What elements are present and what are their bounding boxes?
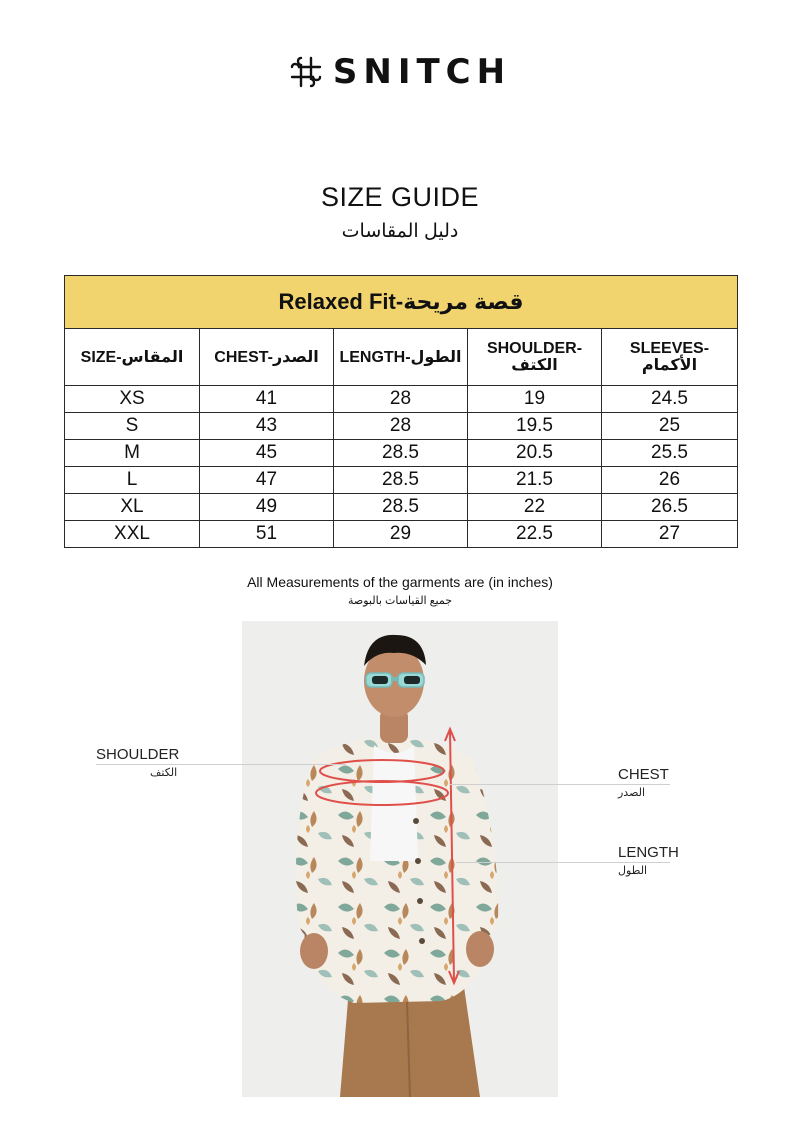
shoulder-cell: 22.5 [468, 521, 602, 548]
page-title: SIZE GUIDE [320, 182, 480, 212]
brand-name: SNITCH [332, 52, 512, 92]
model-photo [242, 621, 558, 1097]
size-cell: XXL [65, 521, 200, 548]
length-cell: 29 [334, 521, 468, 548]
column-header-length [334, 329, 468, 386]
sleeves-cell: 24.5 [602, 386, 738, 413]
length-label: LENGTH [618, 844, 679, 861]
model-illustration [242, 621, 558, 1097]
length-cell: 28 [334, 386, 468, 413]
chest-label-arabic: الصدر [618, 787, 646, 799]
chest-cell: 47 [200, 467, 334, 494]
column-header-size [65, 329, 200, 386]
header-text: SIZE-المقاس [80, 348, 184, 366]
sleeves-cell: 26.5 [602, 494, 738, 521]
size-cell: L [65, 467, 200, 494]
length-label-arabic: الطول [618, 865, 648, 877]
header-text-arabic: الأكمام [641, 357, 698, 374]
table-row [65, 521, 738, 548]
size-cell: S [65, 413, 200, 440]
header-text-arabic: الكتف [511, 357, 558, 374]
header-text: SHOULDER- [486, 340, 583, 357]
length-cell: 28 [334, 413, 468, 440]
table-row [65, 440, 738, 467]
chest-cell: 49 [200, 494, 334, 521]
shoulder-cell: 19 [468, 386, 602, 413]
size-cell: M [65, 440, 200, 467]
chest-cell: 45 [200, 440, 334, 467]
chest-cell: 43 [200, 413, 334, 440]
header-text: LENGTH-الطول [339, 348, 462, 366]
sleeves-cell: 27 [602, 521, 738, 548]
shoulder-cell: 22 [468, 494, 602, 521]
table-row [65, 494, 738, 521]
sleeves-cell: 26 [602, 467, 738, 494]
shoulder-cell: 20.5 [468, 440, 602, 467]
size-chart-table [64, 275, 738, 548]
chest-pointer-line [450, 784, 670, 785]
brand-logo [0, 52, 800, 92]
sleeves-cell: 25.5 [602, 440, 738, 467]
length-cell: 28.5 [334, 467, 468, 494]
shoulder-label-arabic: الكتف [150, 767, 178, 779]
shoulder-cell: 21.5 [468, 467, 602, 494]
hashtag-knot-icon [289, 55, 323, 89]
chest-cell: 41 [200, 386, 334, 413]
length-cell: 28.5 [334, 494, 468, 521]
header-row [65, 329, 738, 386]
chest-cell: 51 [200, 521, 334, 548]
column-header-sleeves [602, 329, 738, 386]
length-pointer-line [456, 862, 670, 863]
size-cell: XS [65, 386, 200, 413]
table-row [65, 467, 738, 494]
size-cell: XL [65, 494, 200, 521]
shoulder-pointer-line [96, 764, 346, 765]
header-text: CHEST-الصدر [214, 348, 319, 366]
column-header-chest [200, 329, 334, 386]
shoulder-label: SHOULDER [96, 746, 180, 763]
chest-label: CHEST [618, 766, 669, 783]
measurement-note-arabic: جميع القياسات بالبوصة [347, 595, 453, 607]
column-header-shoulder [468, 329, 602, 386]
fit-title: Relaxed Fit-قصة مريحة [65, 276, 738, 329]
shoulder-cell: 19.5 [468, 413, 602, 440]
fit-row [65, 276, 738, 329]
measurement-note: All Measurements of the garments are (in inches) [247, 574, 553, 590]
sleeves-cell: 25 [602, 413, 738, 440]
header-text: SLEEVES- [629, 340, 710, 357]
length-cell: 28.5 [334, 440, 468, 467]
table-row [65, 413, 738, 440]
page-title-arabic: دليل المقاسات [341, 221, 459, 242]
table-row [65, 386, 738, 413]
